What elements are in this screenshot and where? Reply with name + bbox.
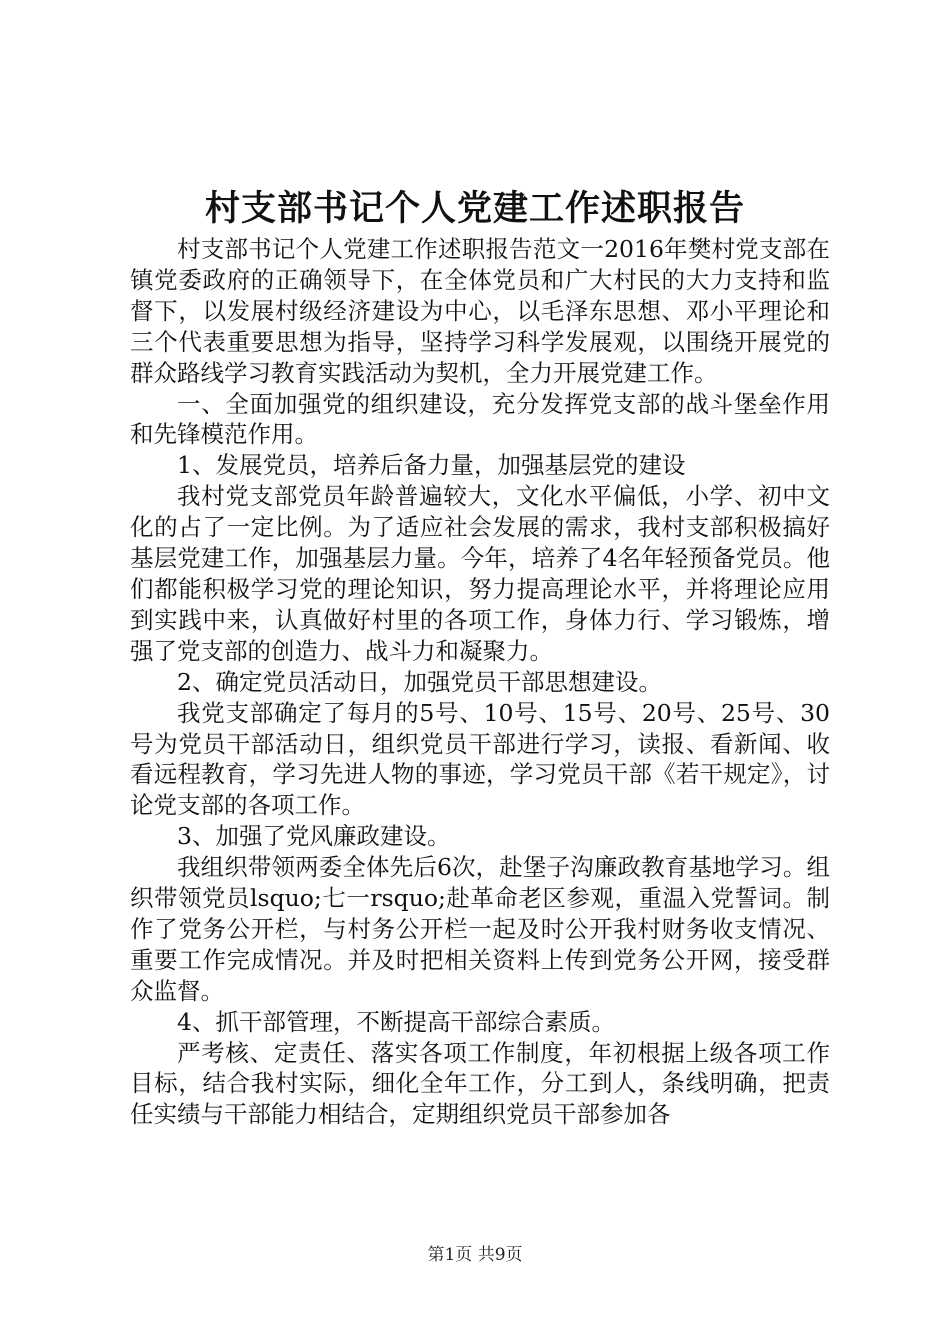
paragraph-item-2-heading: 2、确定党员活动日，加强党员干部思想建设。 [177, 667, 662, 696]
paragraph-item-4-heading: 4、抓干部管理，不断提高干部综合素质。 [177, 1007, 615, 1036]
page-footer: 第1页 共9页 [427, 1245, 523, 1265]
paragraph-section-heading: 一、全面加强党的组织建设，充分发挥党支部的战斗堡垒作用和先锋模范作用。 [130, 389, 830, 449]
paragraph-item-2-body: 我党支部确定了每月的5号、10号、15号、20号、25号、30号为党员干部活动日，组织党员干部进行学习，读报、看新闻、收看远程教育，学习先进人物的事迹，学习党员干部《若干规定》，讨论党支部的各项工作。 [130, 698, 830, 820]
paragraph-item-3-body: 我组织带领两委全体先后6次，赴堡子沟廉政教育基地学习。组织带领党员lsquo;七一rsquo;赴革命老区参观，重温入党誓词。制作了党务公开栏，与村务公开栏一起及时公开我村财务收支情况、重要工作完成情况。并及时把相关资料上传到党务公开网，接受群众监督。 [130, 853, 830, 1005]
paragraph-item-1-heading: 1、发展党员，培养后备力量，加强基层党的建设 [177, 451, 686, 480]
paragraph-item-1-body: 我村党支部党员年龄普遍较大，文化水平偏低，小学、初中文化的占了一定比例。为了适应社会发展的需求，我村支部积极搞好基层党建工作，加强基层力量。今年，培养了4名年轻预备党员。他们都能积极学习党的理论知识，努力提高理论水平，并将理论应用到实践中来，认真做好村里的各项工作，身体力行、学习锻炼，增强了党支部的创造力、战斗力和凝聚力。 [130, 482, 830, 665]
document-body [130, 234, 830, 1130]
paragraph-item-4-body: 严考核、定责任、落实各项工作制度，年初根据上级各项工作目标，结合我村实际，细化全年工作，分工到人，条线明确，把责任实绩与干部能力相结合，定期组织党员干部参加各 [130, 1038, 830, 1129]
paragraph-item-3-heading: 3、加强了党风廉政建设。 [177, 822, 451, 851]
paragraph-intro: 村支部书记个人党建工作述职报告范文一2016年樊村党支部在镇党委政府的正确领导下，在全体党员和广大村民的大力支持和监督下，以发展村级经济建设为中心，以毛泽东思想、邓小平理论和三个代表重要思想为指导，坚持学习科学发展观，以围绕开展党的群众路线学习教育实践活动为契机，全力开展党建工作。 [130, 235, 830, 387]
document-title: 村支部书记个人党建工作述职报告 [204, 188, 745, 229]
